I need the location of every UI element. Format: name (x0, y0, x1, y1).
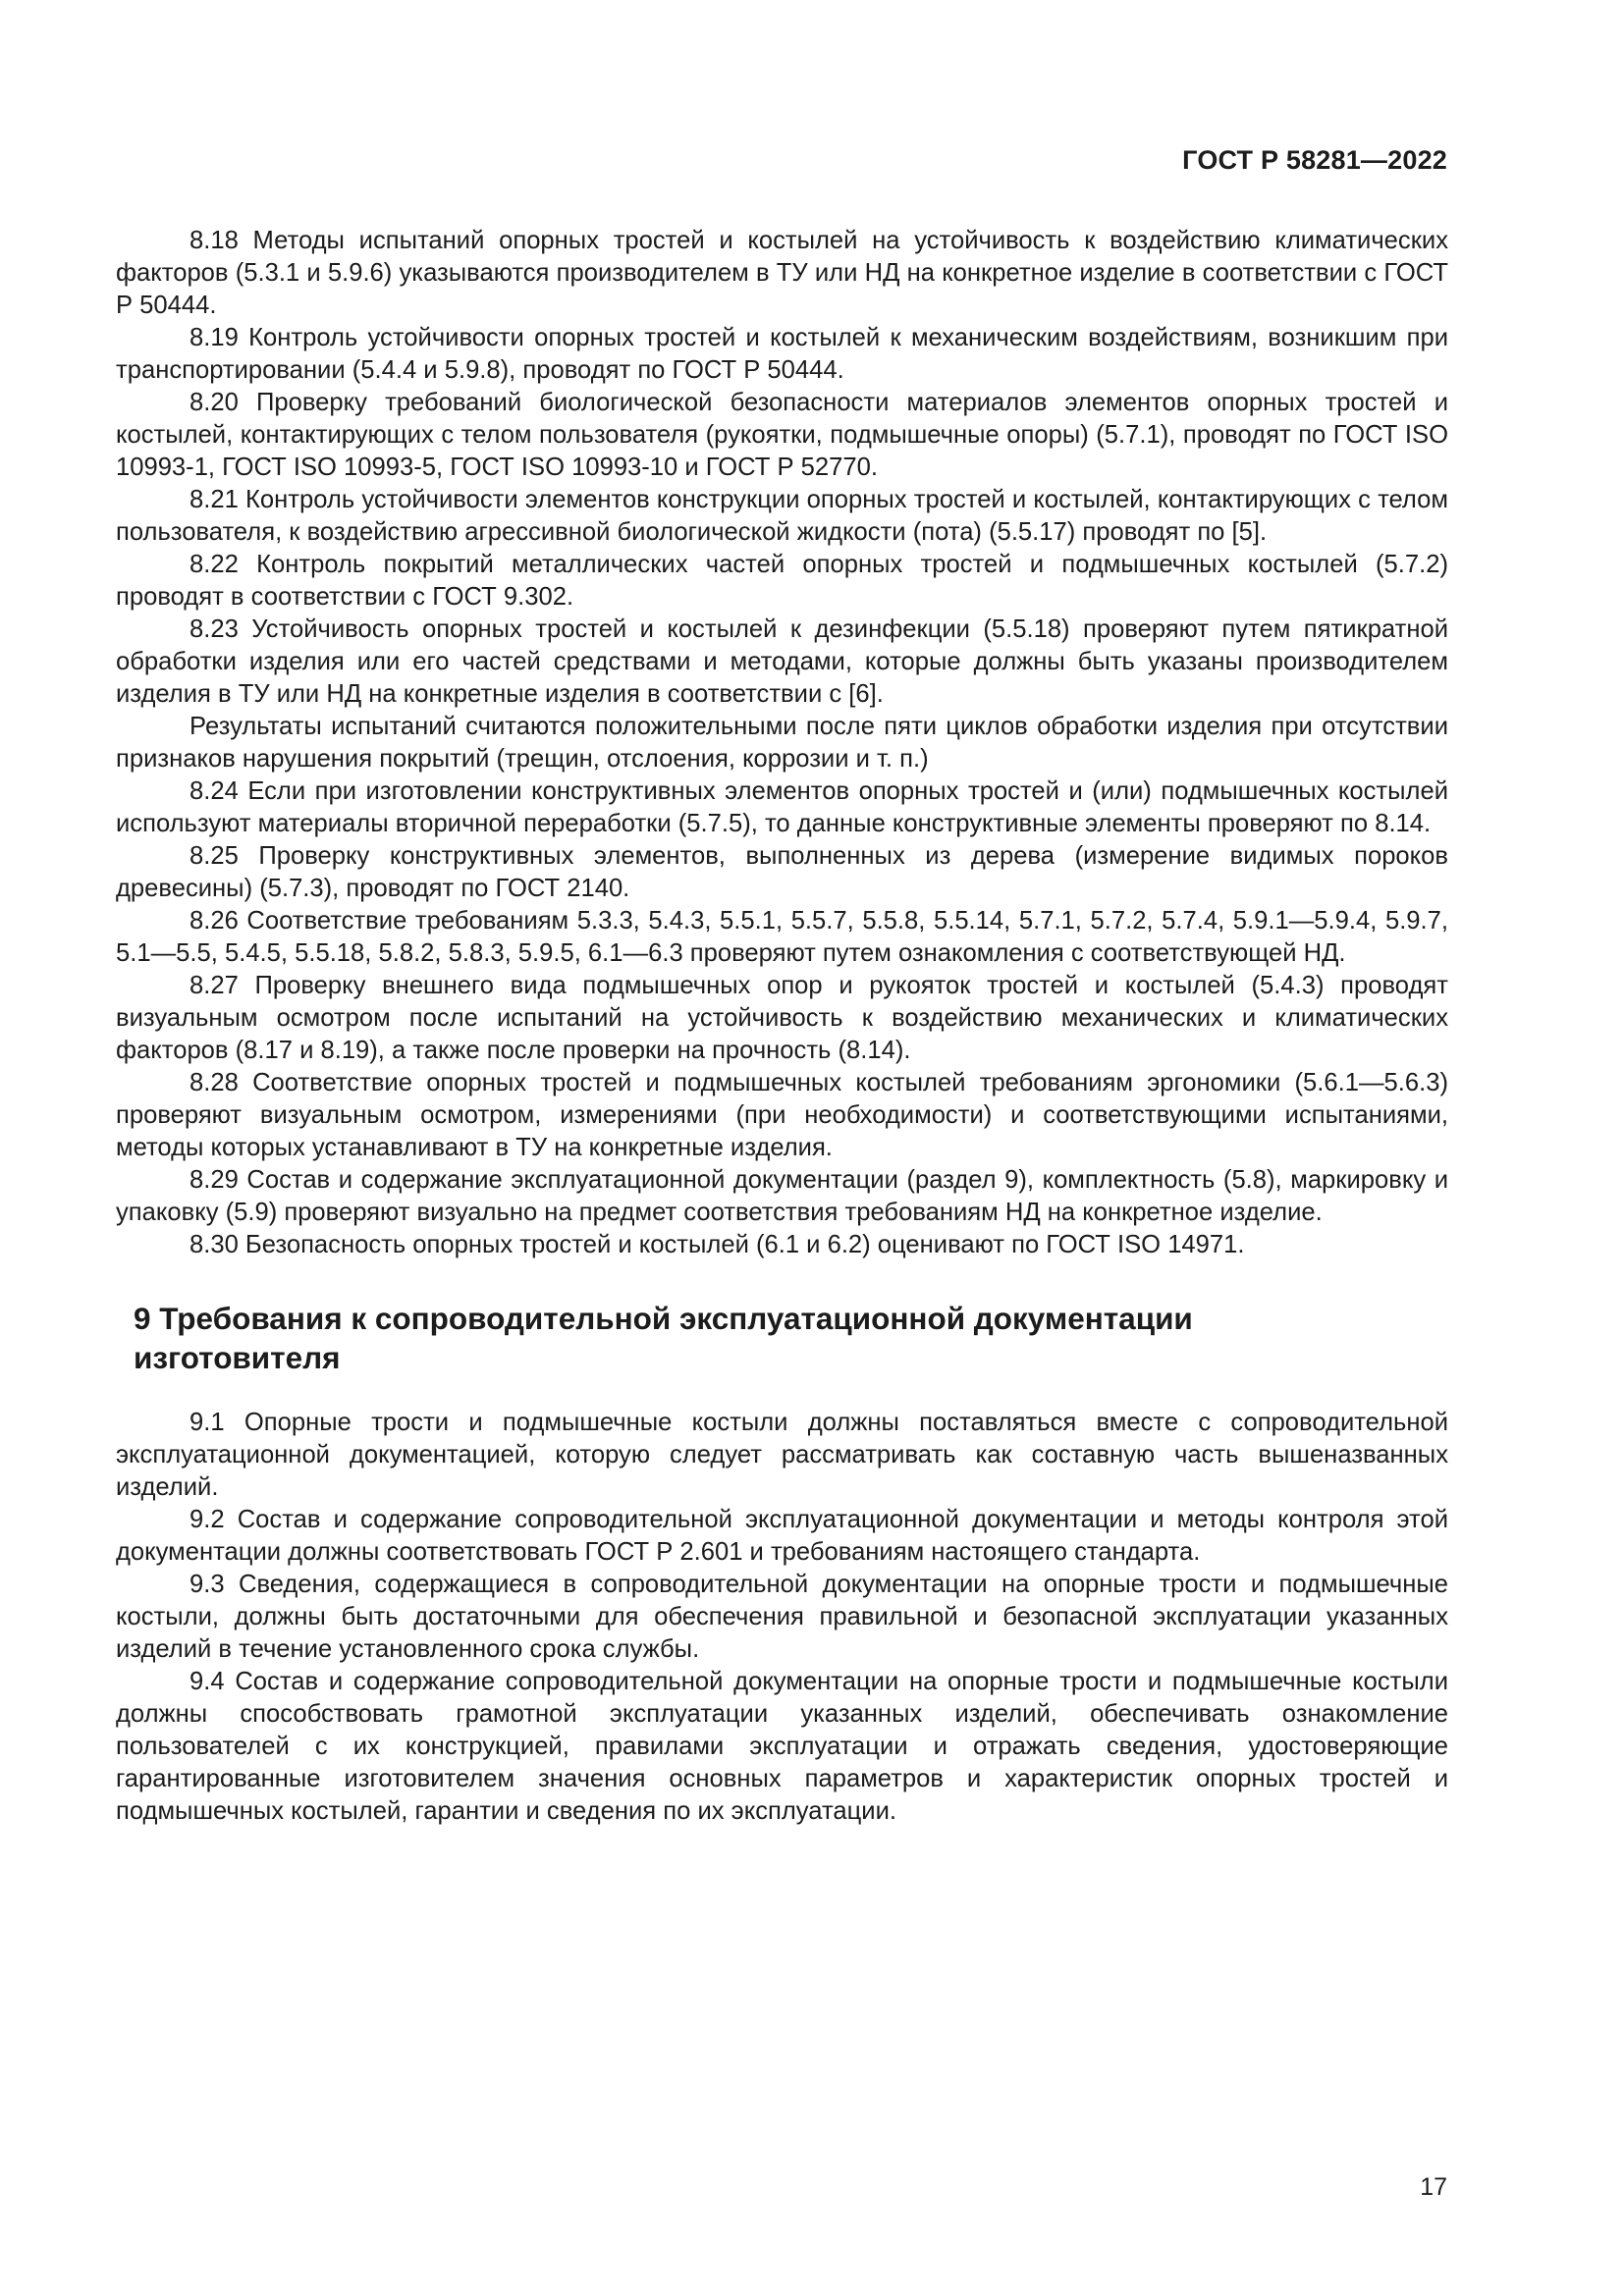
paragraph-8-27: 8.27 Проверку внешнего вида подмышечных опор и рукояток тростей и костылей (5.4.3) проводят визуальным осмотром после испытаний на устойчивость к воздействию механических и климатических факторов (8.17 и 8.19), а также после проверки на прочность (8.14). (116, 972, 1448, 1064)
section-9-heading: 9 Требования к сопроводительной эксплуатационной документации изготовителя (134, 1301, 1193, 1375)
paragraph-9-4: 9.4 Состав и содержание сопроводительной документации на опорные трости и подмышечные костыли должны способствовать грамотной эксплуатации указанных изделий, обеспечивать ознакомление пользователей с их конструкцией, правилами эксплуатации и отражать сведения, удостоверяющие гарантированные изготовителем значения основных параметров и характеристик опорных тростей и подмышечных костылей, гарантии и сведения по их эксплуатации. (116, 1668, 1448, 1825)
paragraph-8-18: 8.18 Методы испытаний опорных тростей и костылей на устойчивость к воздействию климатических факторов (5.3.1 и 5.9.6) указываются производителем в ТУ или НД на конкретное изделие в соответствии с ГОСТ Р 50444. (116, 227, 1448, 319)
paragraph-8-26: 8.26 Соответствие требованиям 5.3.3, 5.4.3, 5.5.1, 5.5.7, 5.5.8, 5.5.14, 5.7.1, 5.7.2, 5.7.4, 5.9.1—5.9.4, 5.9.7, 5.1—5.5, 5.4.5, 5.5.18, 5.8.2, 5.8.3, 5.9.5, 6.1—6.3 проверяют путем ознакомления с соответствующей НД. (116, 907, 1448, 967)
paragraph-8-22: 8.22 Контроль покрытий металлических частей опорных тростей и подмышечных костылей (5.7.2) проводят в соответствии с ГОСТ 9.302. (116, 551, 1448, 611)
page-body (116, 225, 1448, 1828)
paragraph-9-3: 9.3 Сведения, содержащиеся в сопроводительной документации на опорные трости и подмышечные костыли, должны быть достаточными для обеспечения правильной и безопасной эксплуатации указанных изделий в течение установленного срока службы. (116, 1571, 1448, 1663)
paragraph-8-20: 8.20 Проверку требований биологической безопасности материалов элементов опорных тростей и костылей, контактирующих с телом пользователя (рукоятки, подмышечные опоры) (5.7.1), проводят по ГОСТ ISO 10993-1, ГОСТ ISO 10993-5, ГОСТ ISO 10993-10 и ГОСТ Р 52770. (116, 389, 1448, 481)
paragraph-8-23-results: Результаты испытаний считаются положительными после пяти циклов обработки изделия при отсутствии признаков нарушения покрытий (трещин, отслоения, коррозии и т. п.) (116, 713, 1448, 773)
paragraph-8-25: 8.25 Проверку конструктивных элементов, выполненных из дерева (измерение видимых пороков древесины) (5.7.3), проводят по ГОСТ 2140. (116, 842, 1448, 902)
paragraph-8-21: 8.21 Контроль устойчивости элементов конструкции опорных тростей и костылей, контактирующих с телом пользователя, к воздействию агрессивной биологической жидкости (пота) (5.5.17) проводят по [5]. (116, 486, 1448, 546)
paragraph-8-24: 8.24 Если при изготовлении конструктивных элементов опорных тростей и (или) подмышечных костылей используют материалы вторичной переработки (5.7.5), то данные конструктивные элементы проверяют по 8.14. (116, 777, 1448, 837)
document-code-header: ГОСТ Р 58281—2022 (1182, 145, 1447, 175)
paragraph-9-1: 9.1 Опорные трости и подмышечные костыли должны поставляться вместе с сопроводительной эксплуатационной документацией, которую следует рассматривать как составную часть вышеназванных изделий. (116, 1409, 1448, 1501)
paragraph-8-30: 8.30 Безопасность опорных тростей и костылей (6.1 и 6.2) оценивают по ГОСТ ISO 14971. (189, 1231, 1245, 1258)
page-number: 17 (1420, 2173, 1447, 2201)
paragraph-8-19: 8.19 Контроль устойчивости опорных тростей и костылей к механическим воздействиям, возникшим при транспортировании (5.4.4 и 5.9.8), проводят по ГОСТ Р 50444. (116, 324, 1448, 384)
paragraph-9-2: 9.2 Состав и содержание сопроводительной эксплуатационной документации и методы контроля этой документации должны соответствовать ГОСТ Р 2.601 и требованиям настоящего стандарта. (116, 1506, 1448, 1566)
paragraph-8-28: 8.28 Соответствие опорных тростей и подмышечных костылей требованиям эргономики (5.6.1—5.6.3) проверяют визуальным осмотром, измерениями (при необходимости) и соответствующими испытаниями, методы которых устанавливают в ТУ на конкретные изделия. (116, 1069, 1448, 1161)
paragraph-8-23: 8.23 Устойчивость опорных тростей и костылей к дезинфекции (5.5.18) проверяют путем пятикратной обработки изделия или его частей средствами и методами, которые должны быть указаны производителем изделия в ТУ или НД на конкретные изделия в соответствии с [6]. (116, 615, 1448, 708)
paragraph-8-29: 8.29 Состав и содержание эксплуатационной документации (раздел 9), комплектность (5.8), маркировку и упаковку (5.9) проверяют визуально на предмет соответствия требованиям НД на конкретное изделие. (116, 1166, 1448, 1226)
